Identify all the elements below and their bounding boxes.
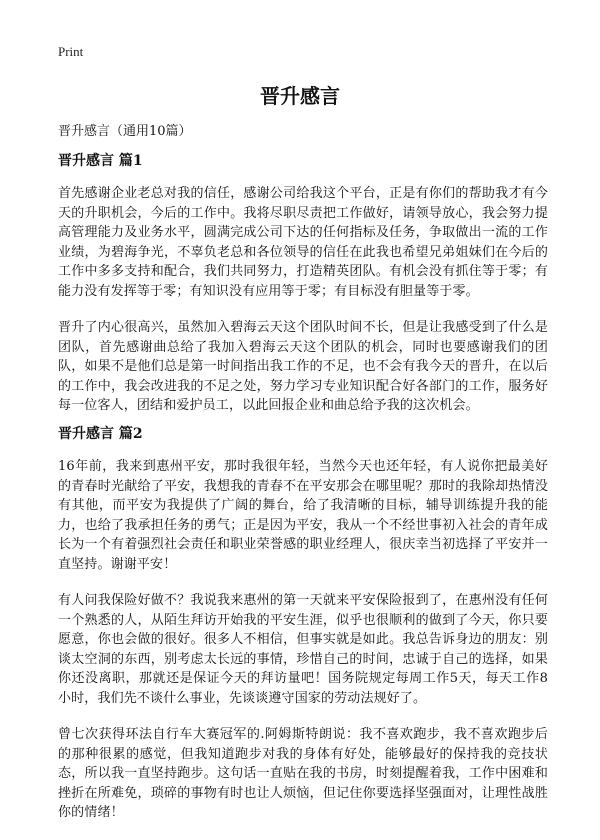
- paragraph: 16年前，我来到惠州平安，那时我很年轻，当然今天也还年轻，有人说你把最美好的青春时光献给了平安，我想我的青春不在平安那会在哪里呢？那时的我除却热情没有其他，而平安为我提供了广阔的舞台，给了我清晰的目标，辅导训练提升我的能力，也给了我承担任务的勇气；正是因为平安，我从一个不经世事初入社会的青年成长为一个有着强烈社会责任和职业荣誉感的职业经理人，很庆幸当初选择了平安并一直坚持。谢谢平安！: [58, 459, 548, 572]
- article-section-2: [58, 423, 548, 840]
- paragraph: 晋升了内心很高兴，虽然加入碧海云天这个团队时间不长，但是让我感受到了什么是团队，首先感谢曲总给了我加入碧海云天这个团队的机会，同时也要感谢我们的团队，如果不是他们总是第一时间指出我工作的不足，也不会有我今天的晋升，在以后的工作中，我会改进我的不足之处，努力学习专业知识配合好各部门的工作，服务好每一位客人，团结和爱护员工，以此回报企业和曲总给予我的这次机会。: [58, 320, 548, 413]
- section-heading: 晋升感言 篇2: [58, 426, 143, 442]
- paragraph: 有人问我保险好做不？我说我来惠州的第一天就来平安保险报到了，在惠州没有任何一个熟悉的人，从陌生拜访开始我的平安生涯，似乎也很顺利的做到了今天，你只要愿意，你也会做的很好。很多人不相信，但事实就是如此。我总告诉身边的朋友：别谈太空洞的东西，别考虑太长远的事情，珍惜自己的时间，忠诚于自己的选择，如果你还没离职，那就还是保证今天的拜访量吧！国务院规定每周工作5天，每天工作8小时，我们先不谈什么事业，先谈谈遵守国家的劳动法规好了。: [58, 593, 548, 706]
- article-section-1: [58, 150, 548, 433]
- section-heading: 晋升感言 篇1: [58, 153, 143, 169]
- document-subtitle: 晋升感言（通用10篇）: [58, 124, 192, 139]
- paragraph: 曾七次获得环法自行车大赛冠军的.阿姆斯特朗说：我不喜欢跑步，我不喜欢跑步后的那种很累的感觉，但我知道跑步对我的身体有好处，能够最好的保持我的竞技状态，所以我一直坚持跑步。这句话一直贴在我的书房，时刻提醒着我，工作中困难和挫折在所难免，琐碎的事物有时也让人烦恼，但记住你要选择坚强面对，让理性战胜你的情绪！: [58, 727, 548, 820]
- paragraph: 首先感谢企业老总对我的信任，感谢公司给我这个平台，正是有你们的帮助我才有今天的升职机会，今后的工作中。我将尽职尽责把工作做好，请领导放心，我会努力提高管理能力及业务水平，圆满完成公司下达的任何指标及任务，争取做出一流的工作业绩，为碧海争光，不辜负老总和各位领导的信任在此我也希望兄弟姐妹们在今后的工作中多多支持和配合，我们共同努力，打造精英团队。有机会没有抓住等于零；有能力没有发挥等于零；有知识没有应用等于零；有目标没有胆量等于零。: [58, 186, 548, 299]
- page-title: 晋升感言: [260, 84, 340, 108]
- print-link[interactable]: Print: [58, 44, 84, 59]
